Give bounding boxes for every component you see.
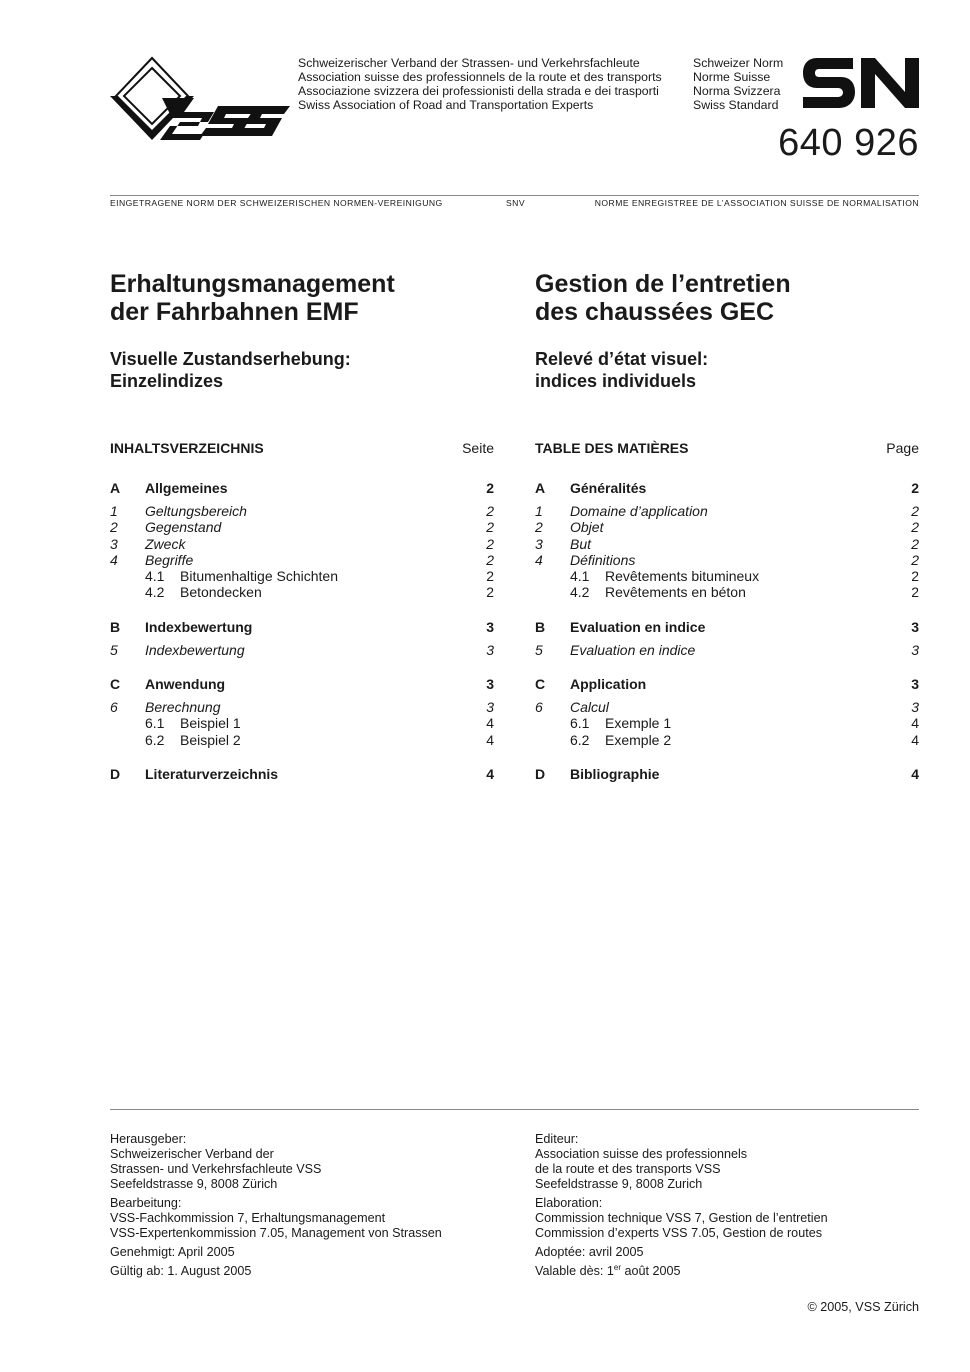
toc-item[interactable]	[110, 552, 494, 568]
sn-logo	[803, 58, 919, 108]
page-number: 2	[486, 480, 494, 496]
vss-logo	[110, 56, 290, 140]
item-label: Objet	[570, 519, 604, 536]
item-number: 1	[110, 503, 118, 519]
editing-line: VSS-Fachkommission 7, Erhaltungsmanagement	[110, 1211, 386, 1225]
subtitle-line: Einzelindizes	[110, 371, 224, 391]
page-number: 4	[486, 715, 494, 732]
subtitle-line: Relevé d’état visuel:	[535, 349, 709, 369]
publisher-line: Strassen- und Verkehrsfachleute VSS	[110, 1162, 322, 1176]
toc-heading: TABLE DES MATIÈRES	[535, 440, 689, 456]
item-number: 5	[110, 641, 118, 658]
page-number: 4	[911, 731, 919, 748]
toc-item[interactable]	[110, 536, 494, 552]
registration-note-fr: NORME ENREGISTREE DE L’ASSOCIATION SUISSE DE NORMALISATION	[594, 198, 919, 208]
toc-subitem[interactable]	[110, 732, 494, 748]
item-number: 6	[535, 699, 543, 716]
item-number: 6	[110, 699, 118, 716]
toc-item[interactable]	[535, 503, 919, 519]
toc-item[interactable]	[110, 699, 494, 715]
section-letter: C	[110, 676, 121, 693]
page-number: 2	[486, 503, 494, 519]
section-letter: D	[110, 765, 121, 782]
section-title: Allgemeines	[145, 480, 228, 496]
title-line: der Fahrbahnen EMF	[110, 298, 359, 326]
publisher-address: Seefeldstrasse 9, 8008 Zurich	[535, 1177, 703, 1191]
section-letter: B	[110, 618, 121, 635]
toc-de	[110, 438, 494, 800]
subitem-number: 6.1	[570, 715, 590, 732]
page-number: 2	[911, 551, 919, 568]
subitem-label: Exemple 1	[605, 715, 672, 732]
toc-section-a	[110, 479, 494, 601]
valid-from-date: Gültig ab: 1. August 2005	[110, 1264, 252, 1278]
item-label: Zweck	[145, 535, 186, 552]
publisher-label: Herausgeber:	[110, 1132, 187, 1146]
item-label: Calcul	[570, 699, 609, 716]
subitem-number: 6.1	[145, 715, 165, 732]
section-letter: A	[110, 480, 121, 496]
toc-page-label: Seite	[462, 440, 494, 456]
toc-heading: INHALTSVERZEICHNIS	[110, 440, 264, 456]
norm-type-it: Norma Svizzera	[693, 84, 781, 98]
norm-type-en: Swiss Standard	[693, 98, 779, 112]
toc-item[interactable]	[535, 519, 919, 535]
toc-section-row[interactable]	[535, 675, 919, 693]
publisher-address: Seefeldstrasse 9, 8008 Zürich	[110, 1177, 278, 1191]
toc-item[interactable]	[535, 552, 919, 568]
section-title: Bibliographie	[570, 765, 660, 782]
page-number: 3	[911, 699, 919, 716]
page-number: 3	[486, 699, 494, 716]
editing-info	[535, 1196, 919, 1241]
title-line: des chaussées GEC	[535, 298, 775, 326]
toc-section-a	[535, 479, 919, 601]
norm-type-de: Schweizer Norm	[693, 56, 784, 70]
toc-section-d	[110, 765, 494, 783]
footer-de	[110, 1132, 494, 1283]
approved-date: Genehmigt: April 2005	[110, 1245, 235, 1259]
header-divider	[110, 195, 919, 196]
subitem-label: Bitumenhaltige Schichten	[180, 568, 338, 585]
toc-header	[535, 438, 919, 458]
page-number: 2	[486, 584, 494, 601]
norm-type	[693, 56, 783, 112]
toc-subitem[interactable]	[535, 732, 919, 748]
toc-subitem[interactable]	[535, 568, 919, 584]
item-label: Berechnung	[145, 699, 221, 716]
page-number: 2	[486, 519, 494, 536]
item-label: Définitions	[570, 551, 636, 568]
editing-info	[110, 1196, 494, 1241]
item-label: Geltungsbereich	[145, 503, 247, 519]
subtitle-line: Visuelle Zustandserhebung:	[110, 349, 351, 369]
item-label: But	[570, 535, 592, 552]
page-number: 2	[911, 568, 919, 585]
subitem-number: 6.2	[570, 731, 590, 748]
item-label: Domaine d’application	[570, 503, 708, 519]
page-number: 4	[911, 715, 919, 732]
toc-section-c	[535, 675, 919, 748]
page-number: 3	[911, 641, 919, 658]
subitem-label: Exemple 2	[605, 731, 672, 748]
toc-section-c	[110, 675, 494, 748]
valid-from-prefix: Valable dès: 1	[535, 1264, 614, 1278]
toc-subitem[interactable]	[110, 715, 494, 731]
document-subtitle-de	[110, 348, 494, 392]
page-number: 2	[486, 535, 494, 552]
subitem-label: Revêtements bitumineux	[605, 568, 760, 585]
document-title-fr	[535, 270, 919, 326]
toc-section-row[interactable]	[110, 618, 494, 636]
standard-number: 640 926	[778, 122, 919, 164]
toc-section-row[interactable]	[110, 479, 494, 497]
page-number: 2	[486, 551, 494, 568]
toc-item[interactable]	[535, 642, 919, 658]
item-number: 4	[535, 551, 543, 568]
page-number: 2	[911, 480, 919, 496]
editing-label: Elaboration:	[535, 1196, 603, 1210]
toc-section-row[interactable]	[110, 675, 494, 693]
toc-subitem[interactable]	[535, 584, 919, 600]
toc-item[interactable]	[110, 642, 494, 658]
publisher-info	[110, 1132, 494, 1192]
toc-section-row[interactable]	[535, 479, 919, 497]
association-name-de: Schweizerischer Verband der Strassen- und Verkehrsfachleute	[298, 56, 640, 70]
editing-line: VSS-Expertenkommission 7.05, Management von Strassen	[110, 1226, 442, 1240]
toc-section-row[interactable]	[110, 765, 494, 783]
section-letter: C	[535, 676, 546, 693]
editing-line: Commission d’experts VSS 7.05, Gestion de routes	[535, 1226, 822, 1240]
section-letter: D	[535, 765, 546, 782]
item-number: 4	[110, 551, 118, 568]
valid-from-ordinal: er	[613, 1262, 622, 1272]
page-number: 2	[911, 519, 919, 536]
title-line: Erhaltungsmanagement	[110, 270, 395, 298]
subitem-label: Beispiel 1	[180, 715, 241, 732]
page-number: 3	[486, 618, 494, 635]
item-label: Evaluation en indice	[570, 641, 696, 658]
page-number: 3	[911, 618, 919, 635]
section-title: Application	[570, 676, 647, 693]
valid-from-suffix: août 2005	[621, 1264, 681, 1278]
page-number: 2	[486, 568, 494, 585]
page-number: 2	[911, 503, 919, 519]
toc-section-row[interactable]	[535, 618, 919, 636]
page-number: 4	[486, 731, 494, 748]
association-name-en: Swiss Association of Road and Transportation Experts	[298, 98, 594, 112]
subitem-number: 6.2	[145, 731, 165, 748]
toc-item[interactable]	[535, 699, 919, 715]
page-number: 4	[911, 765, 919, 782]
subitem-label: Betondecken	[180, 584, 262, 601]
item-number: 3	[110, 535, 118, 552]
section-title: Evaluation en indice	[570, 618, 706, 635]
section-letter: A	[535, 480, 546, 496]
footer-divider	[110, 1109, 919, 1110]
registration-note-de: EINGETRAGENE NORM DER SCHWEIZERISCHEN NORMEN-VEREINIGUNG	[110, 198, 443, 208]
item-label: Gegenstand	[145, 519, 222, 536]
document-title-de	[110, 270, 494, 326]
item-number: 2	[110, 519, 118, 536]
subitem-number: 4.1	[570, 568, 590, 585]
subtitle-line: indices individuels	[535, 371, 697, 391]
item-number: 2	[535, 519, 543, 536]
approved-date: Adoptée: avril 2005	[535, 1245, 644, 1259]
toc-fr	[535, 438, 919, 800]
toc-section-b	[535, 618, 919, 658]
toc-header	[110, 438, 494, 458]
section-letter: B	[535, 618, 546, 635]
subitem-number: 4.1	[145, 568, 165, 585]
page-number: 3	[486, 676, 494, 693]
publisher-label: Editeur:	[535, 1132, 579, 1146]
association-name-fr: Association suisse des professionnels de la route et des transports	[298, 70, 662, 84]
title-line: Gestion de l’entretien	[535, 270, 791, 298]
registration-snv: SNV	[506, 198, 526, 208]
association-names	[298, 56, 662, 112]
editing-line: Commission technique VSS 7, Gestion de l’entretien	[535, 1211, 828, 1225]
association-name-it: Associazione svizzera dei professionisti della strada e dei trasporti	[298, 84, 659, 98]
page-number: 2	[911, 535, 919, 552]
valid-from-date	[535, 1264, 919, 1279]
toc-item[interactable]	[110, 503, 494, 519]
page-number: 2	[911, 584, 919, 601]
page-number: 4	[486, 765, 494, 782]
copyright: © 2005, VSS Zürich	[807, 1300, 919, 1314]
footer-fr	[535, 1132, 919, 1283]
section-title: Literaturverzeichnis	[145, 765, 279, 782]
item-number: 1	[535, 503, 543, 519]
subitem-number: 4.2	[145, 584, 165, 601]
toc-section-b	[110, 618, 494, 658]
item-number: 5	[535, 641, 543, 658]
document-subtitle-fr	[535, 348, 919, 392]
publisher-line: de la route et des transports VSS	[535, 1162, 721, 1176]
toc-section-d	[535, 765, 919, 783]
section-title: Anwendung	[145, 676, 226, 693]
toc-page-label: Page	[886, 440, 919, 456]
subitem-label: Revêtements en béton	[605, 584, 746, 601]
page-number: 3	[911, 676, 919, 693]
norm-type-fr: Norme Suisse	[693, 70, 771, 84]
publisher-line: Association suisse des professionnels	[535, 1147, 748, 1161]
item-number: 3	[535, 535, 543, 552]
item-label: Begriffe	[145, 551, 194, 568]
subitem-label: Beispiel 2	[180, 731, 241, 748]
toc-section-row[interactable]	[535, 765, 919, 783]
toc-item[interactable]	[535, 536, 919, 552]
subitem-number: 4.2	[570, 584, 590, 601]
publisher-line: Schweizerischer Verband der	[110, 1147, 274, 1161]
item-label: Indexbewertung	[145, 641, 245, 658]
toc-subitem[interactable]	[110, 568, 494, 584]
section-title: Indexbewertung	[145, 618, 253, 635]
toc-subitem[interactable]	[535, 715, 919, 731]
toc-subitem[interactable]	[110, 584, 494, 600]
toc-item[interactable]	[110, 519, 494, 535]
section-title: Généralités	[570, 480, 647, 496]
editing-label: Bearbeitung:	[110, 1196, 182, 1210]
publisher-info	[535, 1132, 919, 1192]
page-number: 3	[486, 641, 494, 658]
